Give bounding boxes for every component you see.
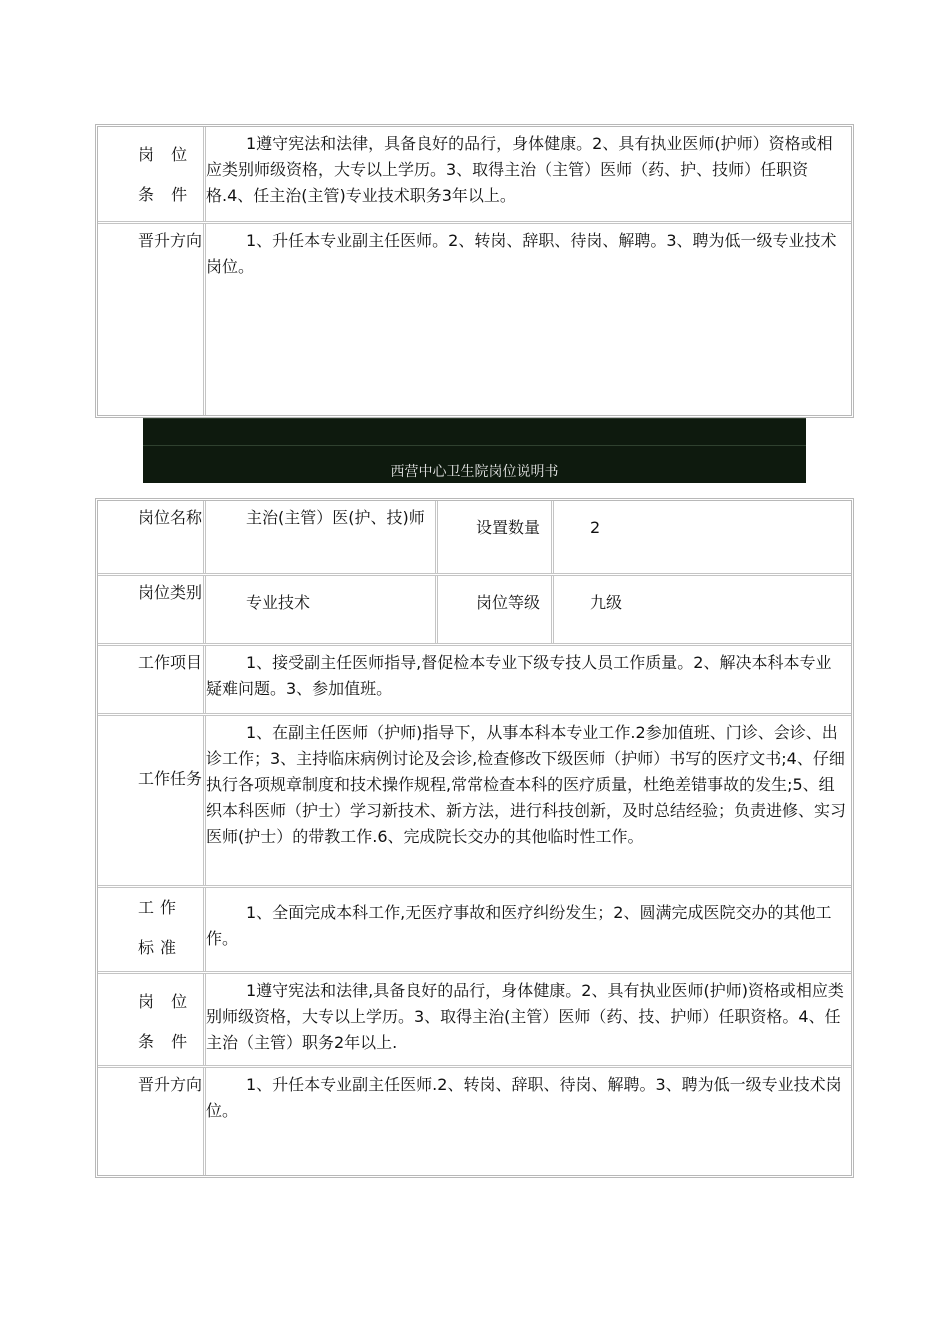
work-items-value	[206, 646, 851, 713]
main-conditions-label-line1: 岗 位	[138, 992, 194, 1011]
work-standard-text: 1、全面完成本科工作,无医疗事故和医疗纠纷发生；2、圆满完成医院交办的其他工作。	[206, 903, 832, 948]
work-items-row	[98, 643, 851, 713]
conditions-label	[98, 127, 206, 221]
promotion-text: 1、升任本专业副主任医师。2、转岗、辞职、待岗、解聘。3、聘为低一级专业技术岗位。	[206, 231, 837, 276]
main-promotion-text: 1、升任本专业副主任医师.2、转岗、辞职、待岗、解聘。3、聘为低一级专业技术岗位。	[206, 1075, 842, 1120]
banner-divider	[143, 445, 806, 446]
job-name-text: 主治(主管）医(护、技)师	[246, 508, 425, 527]
main-conditions-row	[98, 971, 851, 1065]
main-conditions-value	[206, 974, 851, 1065]
top-job-table	[95, 124, 854, 418]
job-category-value	[206, 576, 435, 643]
job-category-text: 专业技术	[246, 593, 311, 612]
main-conditions-text: 1遵守宪法和法律,具备良好的品行，身体健康。2、具有执业医师(护师)资格或相应类别师级资格，大专以上学历。3、取得主治(主管）医师（药、技、护师）任职资格。4、任主治（主管）职务2年以上.	[206, 981, 844, 1052]
work-items-label: 工作项目	[98, 646, 206, 713]
job-category-row	[98, 573, 851, 643]
work-tasks-text: 1、在副主任医师（护师)指导下，从事本科本专业工作.2参加值班、门诊、会诊、出诊工作；3、主持临床病例讨论及会诊,检查修改下级医师（护师）书写的医疗文书;4、仔细执行各项规章制度和技术操作规程,常常检查本科的医疗质量，杜绝差错事故的发生;5、组织本科医师（护士）学习新技术、新方法，进行科技创新，及时总结经验；负责进修、实习医师(护士）的带教工作.6、完成院长交办的其他临时性工作。	[206, 723, 847, 846]
count-value: 2	[590, 518, 601, 537]
work-standard-value	[206, 888, 851, 971]
main-promotion-label: 晋升方向	[98, 1068, 206, 1175]
job-category-label: 岗位类别	[98, 576, 206, 643]
promotion-label: 晋升方向	[98, 224, 206, 415]
main-promotion-value	[206, 1068, 851, 1175]
document-title-banner	[143, 418, 806, 483]
main-job-table	[95, 498, 854, 1178]
count-label: 设置数量	[435, 501, 554, 573]
conditions-value	[206, 127, 851, 221]
work-standard-label-line2: 标准	[138, 938, 183, 957]
promotion-row	[98, 221, 851, 415]
work-tasks-value	[206, 716, 851, 885]
work-standard-label	[98, 888, 206, 971]
work-tasks-row	[98, 713, 851, 885]
document-title: 西营中心卫生院岗位说明书	[390, 464, 559, 480]
conditions-label-line1: 岗 位	[138, 145, 194, 164]
job-name-value	[206, 501, 435, 573]
conditions-text: 1遵守宪法和法律，具备良好的品行，身体健康。2、具有执业医师(护师）资格或相应类别师级资格，大专以上学历。3、取得主治（主管）医师（药、护、技师）任职资格.4、任主治(主管)专业技术职务3年以上。	[206, 134, 833, 205]
main-promotion-row	[98, 1065, 851, 1175]
work-tasks-label: 工作任务	[98, 716, 206, 885]
job-name-row	[98, 501, 851, 573]
work-standard-row	[98, 885, 851, 971]
promotion-value	[206, 224, 851, 415]
conditions-row	[98, 127, 851, 221]
grade-value: 九级	[590, 593, 623, 612]
main-conditions-label	[98, 974, 206, 1065]
job-name-label: 岗位名称	[98, 501, 206, 573]
work-standard-label-line1: 工作	[138, 898, 183, 917]
grade-label: 岗位等级	[435, 576, 554, 643]
conditions-label-line2: 条 件	[138, 185, 194, 204]
work-items-text: 1、接受副主任医师指导,督促检本专业下级专技人员工作质量。2、解决本科本专业疑难问题。3、参加值班。	[206, 653, 832, 698]
main-conditions-label-line2: 条 件	[138, 1032, 194, 1051]
